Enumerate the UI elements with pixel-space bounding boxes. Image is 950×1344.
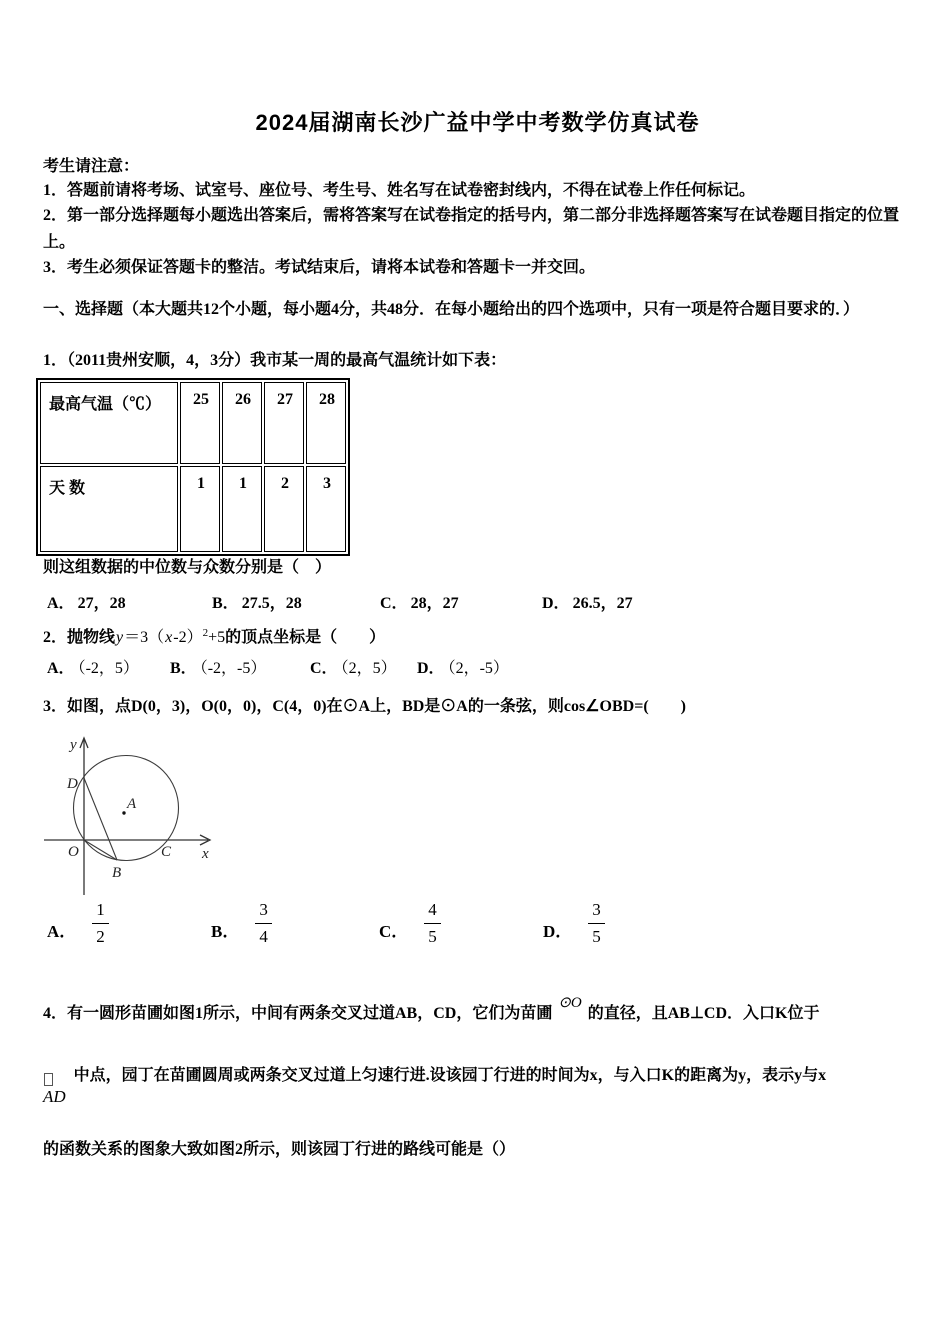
question-4-line-2 (43, 1064, 912, 1109)
question-2-stem (43, 621, 912, 650)
notice-item-3: 3．考生必须保证答题卡的整洁。考试结束后，请将本试卷和答题卡一并交回。 (43, 259, 596, 276)
question-3-options (47, 900, 605, 947)
option-label: A． (47, 660, 75, 677)
arc-AD-label: AD (43, 1087, 66, 1106)
point-label-C: C (161, 844, 172, 860)
q2-option-d (417, 655, 509, 678)
table-cell-days-1: 1 (180, 466, 220, 552)
exam-title: 2024届湖南长沙广益中学中考数学仿真试卷 (255, 110, 700, 135)
var-y: y (116, 629, 124, 646)
table-cell-days-4: 3 (306, 466, 346, 552)
question-4-line-3: 的函数关系的图象大致如图2所示，则该园丁行进的路线可能是（） (43, 1141, 516, 1158)
question-2-options (47, 655, 509, 678)
point-label-B: B (112, 865, 122, 881)
q2-option-c (310, 655, 417, 678)
arc-AD-symbol (43, 1073, 66, 1109)
table-row-temperature (40, 382, 346, 464)
option-label: A． (47, 922, 77, 941)
option-value: （-2，-5） (199, 660, 267, 677)
fraction (92, 900, 109, 947)
circle-coordinate-figure (40, 724, 222, 900)
var-x: x (165, 629, 173, 646)
option-value: 27.5，28 (241, 595, 302, 612)
table-cell-days-2: 1 (222, 466, 262, 552)
option-value: 28，27 (410, 595, 459, 612)
point-label-A: A (127, 796, 137, 812)
formula-exponent: 2 (202, 627, 209, 639)
question-1-stem-2: 则这组数据的中位数与众数分别是（ ） (43, 559, 332, 576)
option-label: B． (211, 922, 240, 941)
table-row1-label: 最高气温（℃） (40, 382, 178, 464)
q2-option-a (47, 655, 170, 678)
option-value: 27，28 (77, 595, 126, 612)
axis-label-x: x (202, 846, 209, 862)
option-value: （2，-5） (447, 660, 509, 677)
option-value: （-2，5） (77, 660, 139, 677)
q3-option-a (47, 900, 211, 947)
formula-part: ＝3（ (124, 629, 165, 646)
q3-option-c (379, 900, 543, 947)
section-1-heading: 一、选择题（本大题共12个小题，每小题4分，共48分．在每小题给出的四个选项中，只有一项是符合题目要求的．） (43, 301, 860, 318)
segment-OB (84, 840, 117, 860)
table-cell-days-3: 2 (264, 466, 304, 552)
option-label: C． (379, 922, 409, 941)
point-label-O: O (68, 844, 79, 860)
q4-line1-pre: 4．有一圆形苗圃如图1所示，中间有两条交叉过道AB，CD，它们为苗圃 (43, 1005, 553, 1022)
q2-stem-post: 的顶点坐标是（ ） (225, 629, 386, 646)
option-label: D． (543, 922, 573, 941)
table-cell-temp-1: 25 (180, 382, 220, 464)
fraction (255, 900, 272, 947)
question-4-line-1 (43, 995, 912, 1026)
option-label: C． (310, 660, 338, 677)
fraction-numerator: 1 (92, 900, 109, 924)
option-label: C． (380, 595, 408, 612)
q1-option-d (542, 590, 633, 613)
question-3-stem: 3．如图，点D(0，3)，O(0，0)，C(4，0)在⊙A上，BD是⊙A的一条弦，则cos∠OBD=( ) (43, 698, 686, 715)
q2-formula (115, 629, 225, 646)
q1-option-c (380, 590, 542, 613)
notice-heading: 考生请注意： (43, 158, 140, 175)
option-label: B． (212, 595, 239, 612)
fraction-numerator: 4 (424, 900, 441, 924)
fraction-denominator: 2 (96, 927, 105, 946)
table-row-days (40, 466, 346, 552)
chord-DB (84, 778, 117, 860)
notice-item-2: 2．第一部分选择题每小题选出答案后，需将答案写在试卷指定的括号内，第二部分非选择题答案写在试卷题目指定的位置上。 (43, 207, 900, 251)
table-row2-label: 天 数 (40, 466, 178, 552)
center-point-A (122, 811, 125, 814)
question-1-stem: 1．（2011贵州安顺，4，3分）我市某一周的最高气温统计如下表： (43, 352, 507, 369)
point-label-D: D (67, 776, 78, 792)
fraction (424, 900, 441, 947)
formula-part: -2） (173, 629, 203, 646)
q3-option-d (543, 900, 605, 947)
option-value: 26.5，27 (572, 595, 633, 612)
q3-option-b (211, 900, 379, 947)
fraction-numerator: 3 (255, 900, 272, 924)
q2-stem-pre: 2．抛物线 (43, 629, 116, 646)
option-value: （2，5） (340, 660, 397, 677)
temperature-table (36, 378, 350, 556)
axis-label-y: y (70, 737, 77, 753)
fraction-numerator: 3 (588, 900, 605, 924)
formula-part: +5 (208, 629, 226, 646)
table-cell-temp-2: 26 (222, 382, 262, 464)
fraction (588, 900, 605, 947)
fraction-denominator: 5 (592, 927, 601, 946)
q1-option-b (212, 590, 380, 613)
q4-line1-post: 的直径，且AB⊥CD．入口K位于 (587, 1005, 820, 1022)
notice-item-1: 1．答题前请将考场、试室号、座位号、考生号、姓名写在试卷密封线内，不得在试卷上作任何标记。 (43, 182, 756, 199)
option-label: B． (170, 660, 197, 677)
table-cell-temp-3: 27 (264, 382, 304, 464)
option-label: A． (47, 595, 75, 612)
question-1-options (47, 590, 633, 613)
fraction-denominator: 5 (428, 927, 437, 946)
q4-line2-text: 中点，园丁在苗圃圆周或两条交叉过道上匀速行进.设该园丁行进的时间为x，与入口K的距离为y，表示y与x (73, 1067, 827, 1084)
option-label: D． (542, 595, 570, 612)
circle-O-symbol: ⊙O (558, 995, 582, 1011)
q2-option-b (170, 655, 310, 678)
fraction-denominator: 4 (259, 927, 268, 946)
table-cell-temp-4: 28 (306, 382, 346, 464)
option-label: D． (417, 660, 445, 677)
q1-option-a (47, 590, 212, 613)
